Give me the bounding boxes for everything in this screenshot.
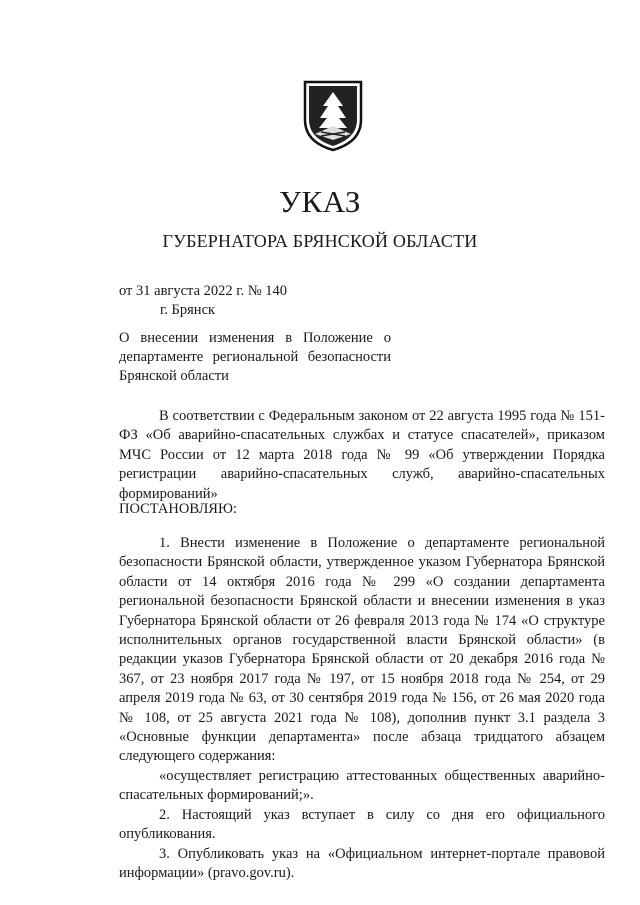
document-date-number: от 31 августа 2022 г. № 140 bbox=[119, 283, 288, 299]
item-paragraph: 3. Опубликовать указ на «Официальном интернет-портале правовой информации» (pravo.gov.ru). bbox=[119, 845, 605, 881]
document-subtitle: ГУБЕРНАТОРА БРЯНСКОЙ ОБЛАСТИ bbox=[162, 231, 478, 251]
document-city: г. Брянск bbox=[160, 302, 216, 318]
preamble-block bbox=[119, 407, 605, 504]
preamble-paragraph: В соответствии с Федеральным законом от 22 августа 1995 года № 151-ФЗ «Об аварийно-спасательных службах и статусе спасателей», приказом МЧС России от 12 марта 2018 года № 99 «Об утверждении Порядка регистрации аварийно-спасательных служб, аварийно-спасательных формирований» bbox=[119, 408, 605, 502]
decree-word: ПОСТАНОВЛЯЮ: bbox=[119, 501, 237, 517]
decree-block bbox=[119, 500, 605, 519]
item-paragraph: 2. Настоящий указ вступает в силу со дня его официального опубликования. bbox=[119, 806, 605, 843]
item-paragraph: 1. Внести изменение в Положение о департаменте региональной безопасности Брянской области, утвержденное указом Губернатора Брянской области от 14 октября 2016 года № 299 «О создании департамента региональной безопасности Брянской области и внесении изменения в указ Губернатора Брянской области от 26 февраля 2013 года № 174 «О структуре исполнительных органов государственной власти Брянской области» (в редакции указов Губернатора Брянской области от 20 декабря 2016 года № 367, от 23 ноября 2017 года № 197, от 15 ноября 2018 года № 254, от 29 апреля 2019 года № 63, от 30 сентября 2019 года № 156, от 26 мая 2020 года № 108, от 25 августа 2021 года № 108), дополнив пункт 3.1 раздела 3 «Основные функции департамента» после абзаца тридцатого абзацем следующего содержания: bbox=[119, 535, 605, 765]
coat-of-arms-emblem bbox=[301, 76, 365, 154]
document-title: УКАЗ bbox=[279, 184, 361, 219]
document-subject: О внесении изменения в Положение о департаменте региональной безопасности Брянской области bbox=[119, 330, 391, 384]
item-paragraph: «осуществляет регистрацию аттестованных общественных аварийно-спасательных формирований;». bbox=[119, 767, 605, 804]
items-block bbox=[119, 534, 605, 883]
